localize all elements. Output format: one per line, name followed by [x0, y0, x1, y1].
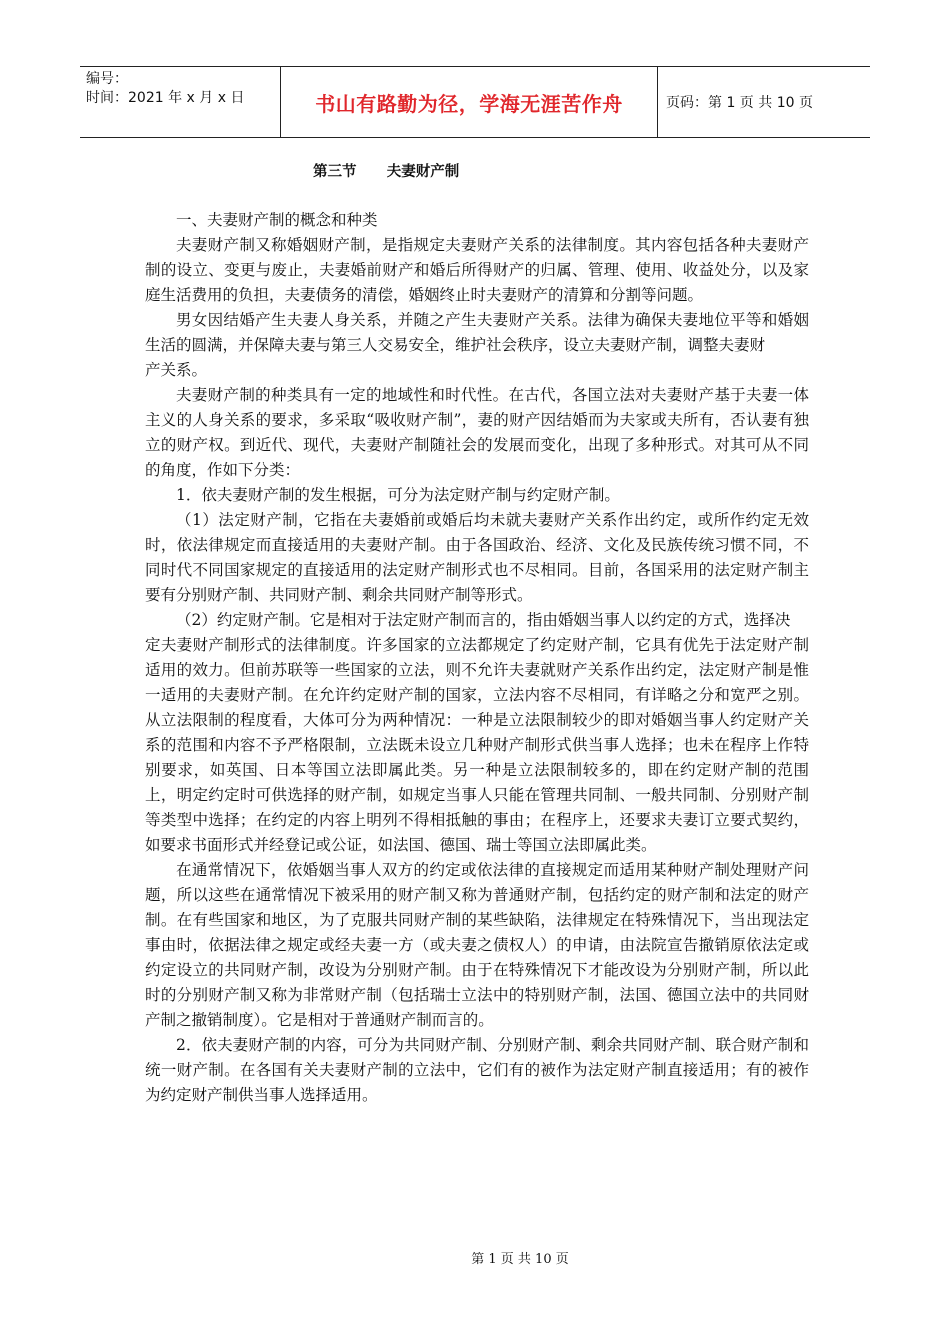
paragraph: （1）法定财产制，它指在夫妻婚前或婚后均未就夫妻财产关系作出约定，或所作约定无效时，依法律规定而直接适用的夫妻财产制。由于各国政治、经济、文化及民族传统习惯不同，不同时代不同国家规定的直接适用的法定财产制形式也不尽相同。目前，各国采用的法定财产制主要有分别财产制、共同财产制、剩余共同财产制等形式。 [145, 511, 809, 604]
paragraph: 产关系。 [145, 361, 208, 379]
header-motto-cell [281, 67, 658, 137]
page-info-text: 页码：第 1 页 共 10 页 [666, 95, 813, 111]
time-label: 时间：2021 年 x 月 x 日 [86, 90, 245, 106]
paragraph: （2）约定财产制。它是相对于法定财产制而言的，指由婚姻当事人以约定的方式，选择决 [176, 611, 791, 629]
paragraph: 夫妻财产制又称婚姻财产制，是指规定夫妻财产关系的法律制度。其内容包括各种夫妻财产制的设立、变更与废止，夫妻婚前财产和婚后所得财产的归属、管理、使用、收益处分，以及家庭生活费用的负担，夫妻债务的清偿，婚姻终止时夫妻财产的清算和分割等问题。 [145, 236, 809, 304]
paragraph: 1．依夫妻财产制的发生根据，可分为法定财产制与约定财产制。 [176, 486, 620, 504]
paragraph: 在通常情况下，依婚姻当事人双方的约定或依法律的直接规定而适用某种财产制处理财产问题，所以这些在通常情况下被采用的财产制又称为普通财产制，包括约定的财产制和法定的财产制。在有些国家和地区，为了克服共同财产制的某些缺陷，法律规定在特殊情况下，当出现法定事由时，依据法律之规定或经夫妻一方（或夫妻之债权人）的申请，由法院宣告撤销原依法定或约定设立的共同财产制，改设为分别财产制。由于在特殊情况下才能改设为分别财产制，所以此时的分别财产制又称为非常财产制（包括瑞士立法中的特别财产制，法国、德国立法中的共同财产制之撤销制度）。它是相对于普通财产制而言的。 [145, 861, 809, 1029]
motto-text: 书山有路勤为径，学海无涯苦作舟 [315, 91, 623, 116]
document-header [80, 66, 870, 138]
heading-concept: 一、夫妻财产制的概念和种类 [176, 211, 378, 229]
document-body [145, 208, 809, 1108]
paragraph: 2．依夫妻财产制的内容，可分为共同财产制、分别财产制、剩余共同财产制、联合财产制和统一财产制。在各国有关夫妻财产制的立法中，它们有的被作为法定财产制直接适用；有的被作为约定财产制供当事人选择适用。 [145, 1036, 809, 1104]
header-page-info [658, 67, 870, 137]
section-title: 第三节 夫妻财产制 [313, 164, 460, 180]
page-footer [0, 1248, 950, 1267]
paragraph: 夫妻财产制的种类具有一定的地域性和时代性。在古代，各国立法对夫妻财产基于夫妻一体主义的人身关系的要求，多采取“吸收财产制”，妻的财产因结婚而为夫家或夫所有，否认妻有独立的财产权。到近代、现代，夫妻财产制随社会的发展而变化，出现了多种形式。对其可从不同的角度，作如下分类： [145, 386, 809, 479]
header-meta [80, 67, 281, 137]
footer-page-number: 第 1 页 共 10 页 [471, 1252, 569, 1267]
paragraph: 男女因结婚产生夫妻人身关系，并随之产生夫妻财产关系。法律为确保夫妻地位平等和婚姻生活的圆满，并保障夫妻与第三人交易安全，维护社会秩序，设立夫妻财产制，调整夫妻财 [145, 311, 809, 354]
paragraph: 定夫妻财产制形式的法律制度。许多国家的立法都规定了约定财产制，它具有优先于法定财产制适用的效力。但前苏联等一些国家的立法，则不允许夫妻就财产关系作出约定，法定财产制是惟一适用的夫妻财产制。在允许约定财产制的国家，立法内容不尽相同，有详略之分和宽严之别。从立法限制的程度看，大体可分为两种情况：一种是立法限制较少的即对婚姻当事人约定财产关系的范围和内容不予严格限制，立法既未设立几种财产制形式供当事人选择；也未在程序上作特别要求，如英国、日本等国立法即属此类。另一种是立法限制较多的，即在约定财产制的范围上，明定约定时可供选择的财产制，如规定当事人只能在管理共同制、一般共同制、分别财产制等类型中选择；在约定的内容上明列不得相抵触的事由；在程序上，还要求夫妻订立要式契约，如要求书面形式并经登记或公证，如法国、德国、瑞士等国立法即属此类。 [145, 636, 809, 854]
number-label: 编号： [86, 71, 128, 87]
